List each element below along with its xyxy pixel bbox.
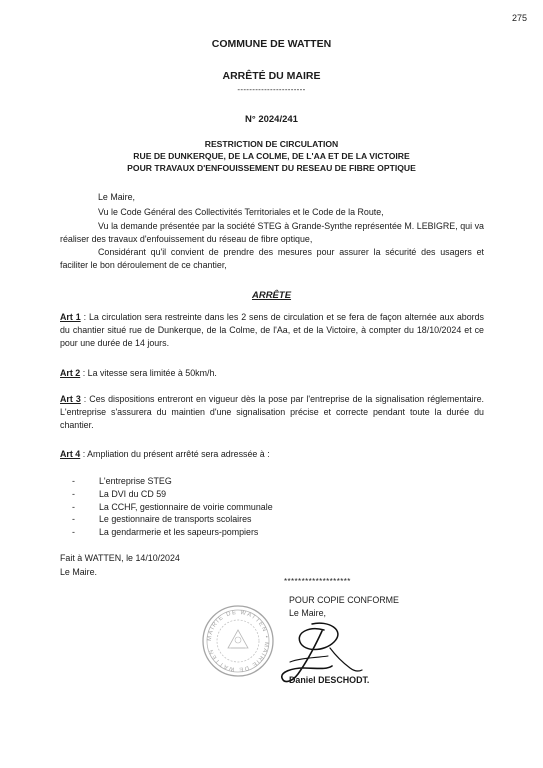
stars-separator: *******************	[284, 577, 351, 586]
list-item	[72, 526, 392, 539]
article-2	[60, 367, 484, 380]
list-item-text: La gendarmerie et les sapeurs-pompiers	[99, 527, 259, 538]
article-4-text: : Ampliation du présent arrêté sera adressée à :	[80, 449, 270, 459]
list-dash: -	[72, 501, 75, 512]
list-item	[72, 513, 392, 526]
list-dash: -	[72, 527, 75, 538]
preamble-considerant: Considérant qu'il convient de prendre des mesures pour assurer la sécurité des usagers et faciliter le bon déroulement de ce chantier,	[60, 247, 484, 270]
list-item-text: La DVI du CD 59	[99, 488, 167, 499]
article-2-text: : La vitesse sera limitée à 50km/h.	[80, 368, 217, 378]
arrete-number: N° 2024/241	[245, 114, 298, 125]
article-1-text: : La circulation sera restreinte dans les 2 sens de circulation et se fera de façon alternée aux abords du chantier situé rue de Dunkerque, de la Colme, de l'Aa, et de la Victoire, à compter du 18/10/2024 et ce pour une durée de 14 jours.	[60, 312, 484, 348]
article-4	[60, 448, 484, 461]
list-item-text: La CCHF, gestionnaire de voirie communale	[99, 501, 273, 512]
mairie-seal	[201, 604, 275, 678]
list-item-text: L'entreprise STEG	[99, 476, 172, 486]
list-item	[72, 488, 392, 501]
subject-line-3: POUR TRAVAUX D'ENFOUISSEMENT DU RESEAU DE FIBRE OPTIQUE	[127, 163, 416, 173]
document-title: ARRÊTÉ DU MAIRE	[222, 70, 321, 82]
title-separator: -----------------------	[237, 85, 306, 94]
article-1	[60, 311, 484, 350]
list-dash: -	[72, 476, 75, 486]
article-1-label: Art 1	[60, 312, 81, 322]
preamble-vu-code: Vu le Code Général des Collectivités Territoriales et le Code de la Route,	[98, 207, 384, 217]
svg-text:MAIRIE DE WATTEN • MAIRIE DE W	[207, 610, 269, 672]
list-dash: -	[72, 514, 75, 525]
subject-line-2: RUE DE DUNKERQUE, DE LA COLME, DE L'AA ET DE LA VICTOIRE	[133, 151, 410, 161]
arrete-heading: ARRÊTE	[251, 290, 292, 301]
article-4-label: Art 4	[60, 449, 81, 459]
article-3-label: Art 3	[60, 394, 81, 404]
copie-conforme: POUR COPIE CONFORME	[289, 595, 399, 605]
list-dash: -	[72, 488, 75, 499]
article-2-label: Art 2	[60, 368, 81, 378]
seal-text: MAIRIE DE WATTEN • MAIRIE DE WATTEN	[206, 609, 270, 673]
article-3	[60, 393, 484, 432]
fait-a: Fait à WATTEN, le 14/10/2024	[60, 553, 180, 563]
list-item	[72, 501, 392, 514]
copie-le-maire: Le Maire,	[289, 608, 326, 618]
page-number: 275	[511, 13, 527, 23]
list-item-text: Le gestionnaire de transports scolaires	[99, 514, 252, 525]
preamble-vu-demande: Vu la demande présentée par la société STEG à Grande-Synthe représentée M. LEBIGRE, qui va réaliser des travaux d'enfouissement du réseau de fibre optique,	[60, 221, 484, 244]
article-3-text: : Ces dispositions entreront en vigueur dès la pose par l'entreprise de la signalisation réglementaire. L'entreprise s'assurera du maintien d'une signalisation précise et correcte pendant toute la durée du chantier.	[60, 394, 484, 430]
footer-le-maire: Le Maire.	[60, 567, 97, 577]
signatory-name: Daniel DESCHODT.	[289, 675, 370, 685]
subject-line-1: RESTRICTION DE CIRCULATION	[204, 139, 339, 149]
commune-name: COMMUNE DE WATTEN	[211, 38, 332, 50]
ampliation-list	[72, 475, 392, 539]
list-item	[72, 475, 392, 488]
preamble-le-maire: Le Maire,	[98, 192, 135, 202]
